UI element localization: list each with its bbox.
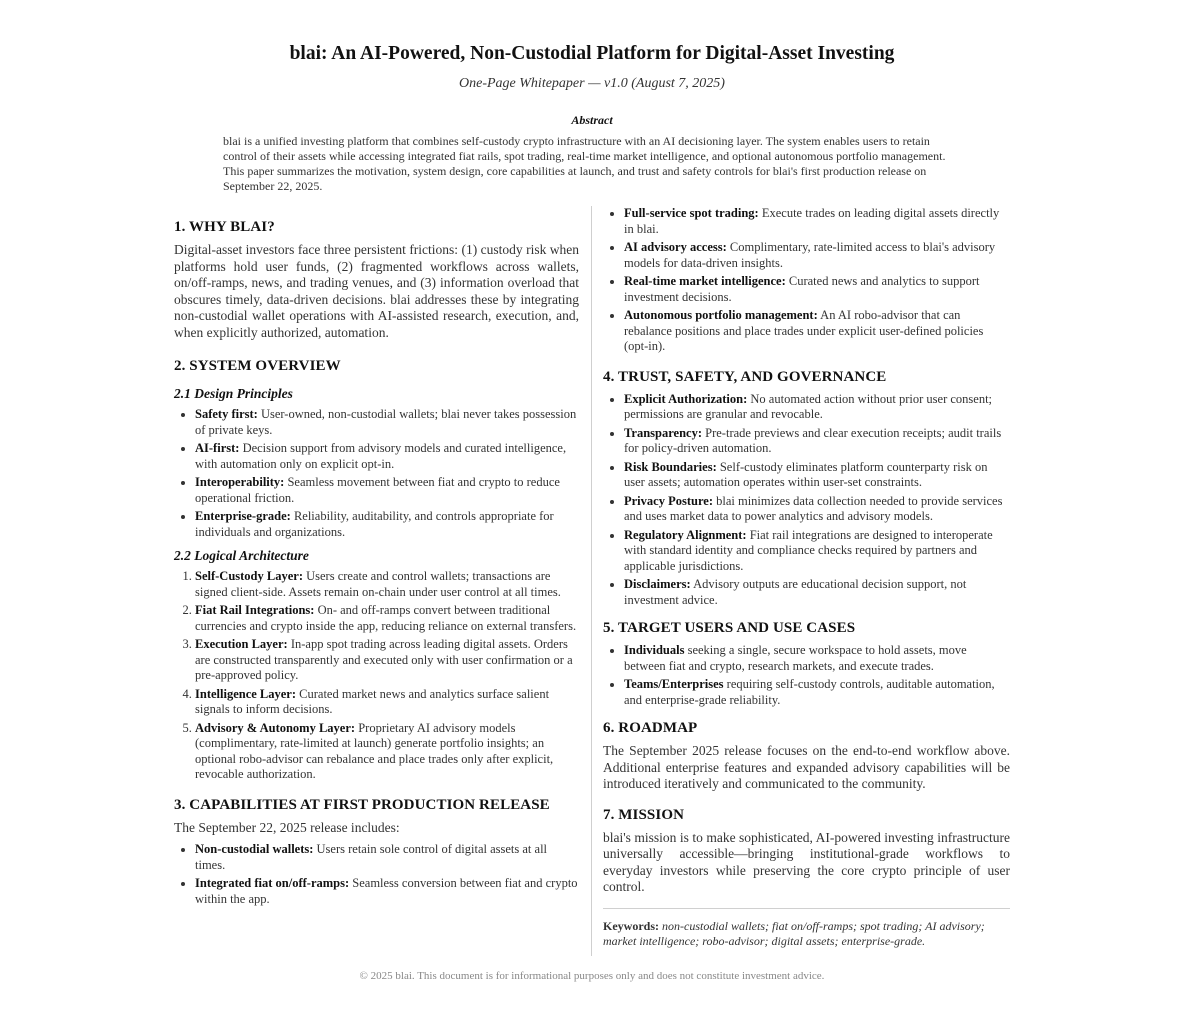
list-item: • Teams/Enterprises requiring self-custody controls, auditable automation, and enterprise-grade reliability. bbox=[624, 677, 1010, 708]
list-item: • Integrated fiat on/off-ramps: Seamless conversion between fiat and crypto within the app. bbox=[195, 876, 579, 907]
list-item: • Disclaimers: Advisory outputs are educational decision support, not investment advice. bbox=[624, 577, 1010, 608]
keywords-label: Keywords: bbox=[603, 918, 659, 933]
section-text: Digital-asset investors face three persistent frictions: (1) custody risk when platforms hold user funds, (2) fragmented workflows across wallets, on/off-ramps, news, and trading venues, and (3) information overload that obscures timely, data-driven decisions. blai addresses these by integrating non-custodial wallet operations with AI-assisted research, execution, and, when explicitly authorized, automation. bbox=[174, 242, 579, 340]
paper-title: blai: An AI-Powered, Non-Custodial Platform for Digital-Asset Investing bbox=[289, 43, 895, 64]
column-divider bbox=[591, 206, 592, 956]
section-trust-safety bbox=[603, 369, 1010, 609]
section-system-overview bbox=[174, 358, 579, 783]
list-item: • Safety first: User-owned, non-custodial wallets; blai never takes possession of private keys. bbox=[195, 407, 579, 438]
section-heading: 3. CAPABILITIES AT FIRST PRODUCTION RELEASE bbox=[174, 796, 550, 813]
section-mission bbox=[603, 807, 1010, 896]
list-item: • Transparency: Pre-trade previews and clear execution receipts; audit trails for policy-driven automation. bbox=[624, 426, 1010, 457]
capabilities-list bbox=[174, 842, 579, 907]
section-capabilities bbox=[174, 797, 579, 908]
left-column bbox=[174, 204, 579, 917]
trust-list bbox=[603, 392, 1010, 609]
target-users-list bbox=[603, 643, 1010, 708]
abstract-heading: Abstract bbox=[571, 113, 613, 127]
paper-subtitle: One-Page Whitepaper — v1.0 (August 7, 2025) bbox=[459, 76, 725, 91]
list-item: • Enterprise-grade: Reliability, auditability, and controls appropriate for individuals and organizations. bbox=[195, 509, 579, 540]
list-item: • Risk Boundaries: Self-custody eliminates platform counterparty risk on user assets; automation operates within user-set constraints. bbox=[624, 460, 1010, 491]
keywords-text: non-custodial wallets; fiat on/off-ramps; spot trading; AI advisory; market intelligence; robo-advisor; digital assets; enterprise-grade. bbox=[603, 918, 985, 948]
list-item: • Individuals seeking a single, secure workspace to hold assets, move between fiat and crypto, research markets, and execute trades. bbox=[624, 643, 1010, 674]
section-roadmap bbox=[603, 720, 1010, 793]
section-heading: 7. MISSION bbox=[603, 806, 685, 823]
design-principles-list bbox=[174, 407, 579, 540]
section-heading: 4. TRUST, SAFETY, AND GOVERNANCE bbox=[603, 368, 887, 385]
list-item: 4. Intelligence Layer: Curated market news and analytics surface salient signals to inform decisions. bbox=[195, 687, 579, 718]
section-heading: 5. TARGET USERS AND USE CASES bbox=[603, 620, 856, 636]
section-heading: 6. ROADMAP bbox=[603, 720, 698, 736]
list-item: • Explicit Authorization: No automated action without prior user consent; permissions are granular and revocable. bbox=[624, 392, 1010, 423]
section-intro: The September 22, 2025 release includes: bbox=[174, 819, 400, 835]
list-item: 2. Fiat Rail Integrations: On- and off-ramps convert between traditional currencies and crypto inside the app, reducing reliance on external transfers. bbox=[195, 603, 579, 634]
list-item: • Regulatory Alignment: Fiat rail integrations are designed to interoperate with standard identity and compliance checks required by partners and applicable jurisdictions. bbox=[624, 528, 1010, 575]
list-item: • Privacy Posture: blai minimizes data collection needed to provide services and uses market data to power analytics and advisory models. bbox=[624, 494, 1010, 525]
right-column bbox=[603, 204, 1010, 949]
section-heading: 2. SYSTEM OVERVIEW bbox=[174, 358, 341, 374]
footer-disclaimer: © 2025 blai. This document is for informational purposes only and does not constitute investment advice. bbox=[359, 970, 825, 982]
subsection-heading: 2.2 Logical Architecture bbox=[174, 548, 309, 563]
keywords bbox=[603, 908, 1010, 949]
capabilities-list-continued bbox=[603, 206, 1010, 355]
list-item: • Full-service spot trading: Execute trades on leading digital assets directly in blai. bbox=[624, 206, 1010, 237]
section-text: blai's mission is to make sophisticated, AI-powered investing infrastructure universally accessible—bringing institutional-grade workflows to everyday investors while preserving the core crypto principle of user control. bbox=[603, 829, 1010, 894]
list-item: • Non-custodial wallets: Users retain sole control of digital assets at all times. bbox=[195, 842, 579, 873]
abstract-text: blai is a unified investing platform that combines self-custody crypto infrastructure with an AI decisioning layer. The system enables users to retain control of their assets while accessing integrated fiat rails, spot trading, real-time market intelligence, and optional autonomous portfolio management. This paper summarizes the motivation, system design, core capabilities at launch, and trust and safety controls for blai's first production release on September 22, 2025. bbox=[223, 134, 946, 193]
architecture-list bbox=[174, 569, 579, 783]
list-item: 5. Advisory & Autonomy Layer: Proprietary AI advisory models (complimentary, rate-limited at launch) generate portfolio insights; an optional robo-advisor can rebalance and place trades only after explicit, revocable authorization. bbox=[195, 721, 579, 783]
subsection-heading: 2.1 Design Principles bbox=[174, 386, 293, 401]
section-text: The September 2025 release focuses on the end-to-end workflow above. Additional enterprise features and expanded advisory capabilities will be introduced iteratively and communicated to the community. bbox=[603, 743, 1010, 791]
section-heading: 1. WHY BLAI? bbox=[174, 219, 275, 235]
list-item: • Interoperability: Seamless movement between fiat and crypto to reduce operational friction. bbox=[195, 475, 579, 506]
list-item: 1. Self-Custody Layer: Users create and control wallets; transactions are signed client-side. Assets remain on-chain under user control at all times. bbox=[195, 569, 579, 600]
list-item: 3. Execution Layer: In-app spot trading across leading digital assets. Orders are constructed transparently and executed only with user confirmation or a pre-approved policy. bbox=[195, 637, 579, 684]
list-item: • AI advisory access: Complimentary, rate-limited access to blai's advisory models for data-driven insights. bbox=[624, 240, 1010, 271]
list-item: • Real-time market intelligence: Curated news and analytics to support investment decisions. bbox=[624, 274, 1010, 305]
list-item: • Autonomous portfolio management: An AI robo-advisor that can rebalance positions and place trades under explicit user-defined policies (opt-in). bbox=[624, 308, 1010, 355]
section-target-users bbox=[603, 620, 1010, 708]
list-item: • AI-first: Decision support from advisory models and curated intelligence, with automation only on explicit opt-in. bbox=[195, 441, 579, 472]
section-why-blai bbox=[174, 219, 579, 341]
